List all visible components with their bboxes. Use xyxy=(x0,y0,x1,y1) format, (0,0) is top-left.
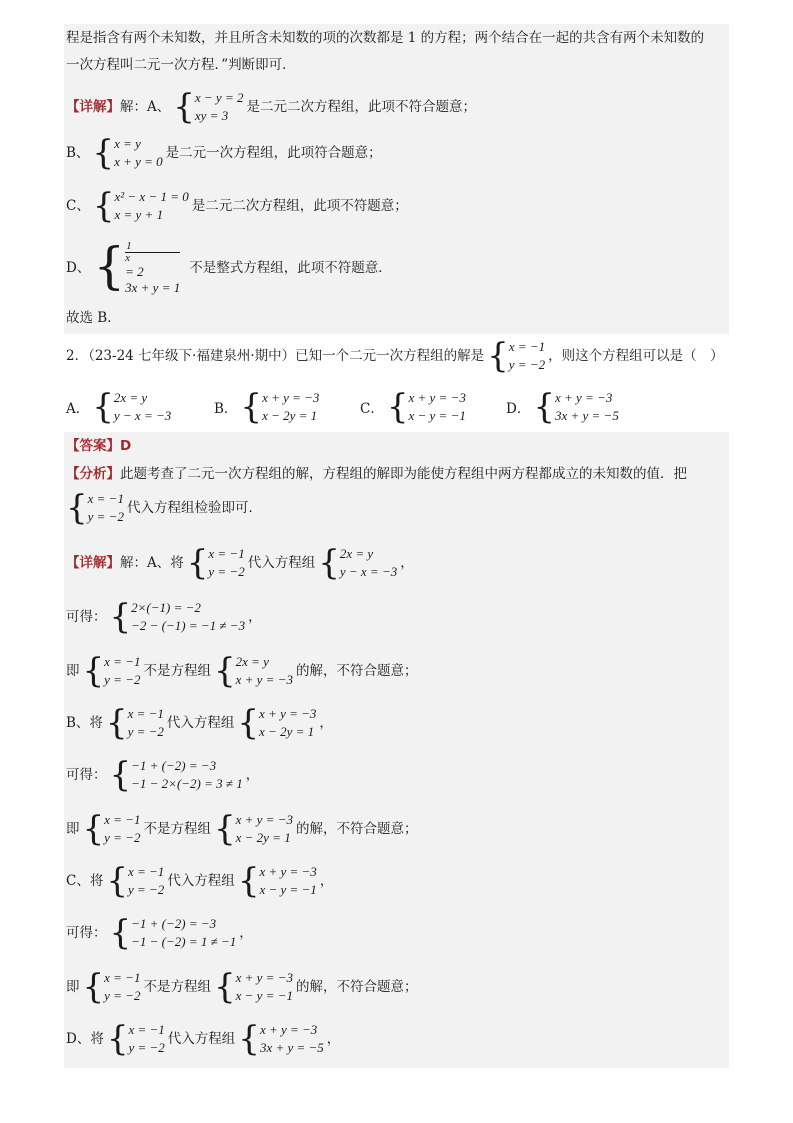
equation-system xyxy=(106,1019,165,1059)
equation-rows xyxy=(208,546,244,580)
text-span: x − y = 2 xyxy=(194,90,244,105)
text-span: 的解，不符合题意； xyxy=(295,821,418,837)
text-span: x = −1 xyxy=(127,706,164,721)
text-span: x = −1 xyxy=(208,546,245,561)
text-span: ， xyxy=(239,925,253,941)
text-span: 代入方程组 xyxy=(166,715,235,731)
detail2-a-conclusion xyxy=(66,652,729,690)
text-span: 3x + y = −5 xyxy=(554,408,619,423)
text-span: y = −2 xyxy=(87,509,124,524)
analysis-line-2 xyxy=(66,490,729,526)
equation-system xyxy=(109,755,243,795)
text-span: x − 2y = 1 xyxy=(235,830,291,845)
brace-symbol: { xyxy=(213,651,236,691)
text-span: x + y = −3 xyxy=(554,390,613,405)
equation-rows xyxy=(236,812,293,846)
text-span: 2．（23-24 七年级下·福建泉州·期中）已知一个二元一次方程组的解是 xyxy=(66,348,485,364)
text-span: 3x + y = 1 xyxy=(125,279,181,295)
text-span: −2 − (−1) = −1 ≠ −3 xyxy=(131,618,246,633)
equation-system xyxy=(186,543,245,583)
text-span: y − x = −3 xyxy=(113,408,172,423)
text-span: 不是整式方程组，此项不符题意． xyxy=(189,260,392,276)
option-b[interactable] xyxy=(214,387,340,427)
equation-rows xyxy=(104,970,140,1004)
text-span: ， xyxy=(400,555,414,571)
text-span: 代入方程组 xyxy=(167,1031,236,1047)
text-span: ， xyxy=(245,767,260,783)
brace-symbol: { xyxy=(213,809,236,849)
detail2-b-calc xyxy=(66,756,729,794)
text-span: x + y = −3 xyxy=(235,970,293,985)
conclusion xyxy=(66,308,729,328)
equation-rows xyxy=(260,1022,324,1056)
text-span: 3x + y = −5 xyxy=(259,1040,324,1055)
equation-system xyxy=(109,597,246,637)
equation-rows xyxy=(104,812,140,846)
brace-symbol: { xyxy=(106,861,128,901)
text-span: x = −1 xyxy=(104,970,141,985)
equation-rows xyxy=(195,90,244,124)
text-span: x + y = −3 xyxy=(259,706,317,721)
equation-system xyxy=(93,236,181,296)
text-span: y = −2 xyxy=(128,1040,165,1055)
detail-tag: 【详解】 xyxy=(66,99,120,115)
equation-rows xyxy=(236,654,293,688)
brace-symbol: { xyxy=(186,543,209,583)
text-span: 一次方程叫二元一次方程．”判断即可． xyxy=(66,57,296,73)
text-span: C、 xyxy=(66,198,90,214)
answer-value: D xyxy=(120,438,132,454)
text-span: −1 + (−2) = −3 xyxy=(131,916,217,931)
text-span: x − y = −1 xyxy=(235,988,293,1003)
equation-system xyxy=(240,387,320,427)
brace-symbol: { xyxy=(82,651,105,691)
detail2-b-line xyxy=(66,704,729,742)
intro-line-2 xyxy=(66,55,729,75)
equation-system xyxy=(105,703,164,743)
equation-system xyxy=(92,387,172,427)
text-span: x = −1 xyxy=(128,1022,165,1037)
text-span: x + y = −3 xyxy=(259,1022,318,1037)
equation-system xyxy=(82,967,141,1007)
equation-system xyxy=(66,488,124,528)
equation-rows xyxy=(131,600,245,634)
question-2-options xyxy=(66,389,729,425)
text-span: ， xyxy=(319,873,334,889)
text-span: y = −2 xyxy=(104,672,141,687)
text-span: ， xyxy=(248,609,262,625)
equation-rows xyxy=(236,970,293,1004)
equation-rows xyxy=(114,390,171,424)
text-span: B． xyxy=(214,401,238,417)
equation-rows xyxy=(128,706,164,740)
equation-rows xyxy=(259,864,316,898)
text-span: 程是指含有两个未知数，并且所含未知数的项的次数都是 1 的方程；两个结合在一起的共含有两个未知数的 xyxy=(66,30,705,46)
analysis-line xyxy=(66,464,729,484)
brace-symbol: { xyxy=(487,336,509,376)
text-span: y = −2 xyxy=(104,830,141,845)
text-span: 即 xyxy=(66,821,80,837)
equation-rows xyxy=(131,758,243,792)
text-span: xy = 3 xyxy=(194,108,229,123)
text-span: x = −1 xyxy=(104,654,141,669)
equation-system xyxy=(213,651,293,691)
text-span: ， xyxy=(326,1031,341,1047)
brace-symbol: { xyxy=(173,87,195,127)
text-span: 是二元二次方程组，此项不符题意； xyxy=(191,198,408,214)
text-span: 即 xyxy=(66,663,80,679)
text-span: x + y = −3 xyxy=(259,864,317,879)
brace-symbol: { xyxy=(82,809,105,849)
text-span: 2x = y xyxy=(339,546,374,561)
detail2-c-conclusion xyxy=(66,968,729,1006)
text-span: x xyxy=(125,251,131,264)
text-span: x = −1 xyxy=(127,864,165,879)
text-span: 代入方程组检验即可． xyxy=(126,500,262,516)
text-span: x = y + 1 xyxy=(114,207,164,222)
equation-system xyxy=(92,133,163,173)
text-span: x + y = −3 xyxy=(235,812,293,827)
brace-symbol: { xyxy=(93,236,126,295)
text-span: 2x = y xyxy=(113,390,148,405)
text-span: 代入方程组 xyxy=(247,555,316,571)
equation-system xyxy=(92,186,189,226)
option-a[interactable] xyxy=(66,387,194,427)
equation-rows xyxy=(555,390,619,424)
detail-d-line xyxy=(66,236,729,295)
brace-symbol: { xyxy=(386,387,409,427)
equation-rows xyxy=(408,390,465,424)
text-span: x − y = −1 xyxy=(408,408,466,423)
text-span: 代入方程组 xyxy=(167,873,235,889)
text-span: D． xyxy=(506,401,531,417)
equation-rows xyxy=(104,654,140,688)
text-span: 的解，不符合题意； xyxy=(295,979,418,995)
text-span: x − y = −1 xyxy=(259,882,317,897)
text-span: 2x = y xyxy=(235,654,269,669)
detail2-a-calc xyxy=(66,598,729,636)
equation-system xyxy=(386,387,466,427)
text-span xyxy=(125,241,180,264)
brace-symbol: { xyxy=(92,133,115,173)
text-span: 不是方程组 xyxy=(143,979,211,995)
text-span: y = −2 xyxy=(508,357,546,372)
detail2-b-conclusion xyxy=(66,810,729,848)
text-span: y = −2 xyxy=(127,882,165,897)
brace-symbol: { xyxy=(66,488,88,528)
brace-symbol: { xyxy=(109,755,132,795)
text-span: y = −2 xyxy=(208,564,245,579)
brace-symbol: { xyxy=(82,967,105,1007)
equation-rows xyxy=(259,706,316,740)
equation-system xyxy=(109,913,237,953)
equation-rows xyxy=(88,491,124,525)
equation-rows xyxy=(262,390,319,424)
answer-line xyxy=(66,436,729,456)
brace-symbol: { xyxy=(213,967,236,1007)
detail2-d-line xyxy=(66,1020,729,1058)
equation-system xyxy=(533,387,619,427)
text-span: x = −1 xyxy=(87,491,124,506)
text-span: 2×(−1) = −2 xyxy=(131,600,201,615)
text-span: 可得： xyxy=(66,925,107,941)
equation-system xyxy=(487,336,546,376)
text-span: 可得： xyxy=(66,767,107,783)
text-span: x = −1 xyxy=(104,812,141,827)
text-span: 的解，不符合题意； xyxy=(295,663,418,679)
text-span: 不是方程组 xyxy=(143,821,211,837)
text-span: C、将 xyxy=(66,873,104,889)
text-span: 解：A、将 xyxy=(120,555,184,571)
equation-system xyxy=(213,967,293,1007)
option-c[interactable] xyxy=(360,387,486,427)
text-span: 可得： xyxy=(66,609,107,625)
detail-b-line xyxy=(66,133,729,173)
equation-system xyxy=(237,861,317,901)
equation-rows xyxy=(125,241,180,296)
brace-symbol: { xyxy=(318,543,340,583)
brace-symbol: { xyxy=(106,1019,129,1059)
equation-rows xyxy=(131,916,236,950)
text-span: 不是方程组 xyxy=(143,663,211,679)
detail-c-line xyxy=(66,188,729,224)
brace-symbol: { xyxy=(92,387,114,427)
text-span: 即 xyxy=(66,979,80,995)
brace-symbol: { xyxy=(109,913,132,953)
text-span: x + y = −3 xyxy=(408,390,466,405)
text-span: x + y = −3 xyxy=(262,390,320,405)
equation-rows xyxy=(114,136,163,170)
text-span: 1 xyxy=(125,241,180,253)
text-span: 此题考查了二元一次方程组的解，方程组的解即为能使方程组中两方程都成立的未知数的值．把 xyxy=(120,466,687,482)
brace-symbol: { xyxy=(237,861,260,901)
text-span: D、将 xyxy=(66,1031,104,1047)
brace-symbol: { xyxy=(237,703,260,743)
equation-system xyxy=(238,1019,324,1059)
text-span: x − 2y = 1 xyxy=(259,724,315,739)
detail2-a-line xyxy=(66,544,729,582)
text-span: 故选 B． xyxy=(66,310,121,326)
text-span: x + y = −3 xyxy=(235,672,293,687)
text-span xyxy=(125,241,180,280)
text-span: A． xyxy=(66,401,90,417)
text-span: 是二元一次方程组，此项符合题意； xyxy=(165,145,382,161)
brace-symbol: { xyxy=(240,387,263,427)
brace-symbol: { xyxy=(105,703,128,743)
text-span: B、 xyxy=(66,145,90,161)
text-span: x = −1 xyxy=(508,339,546,354)
text-span: ， xyxy=(319,715,333,731)
equation-system xyxy=(82,809,141,849)
intro-line-1 xyxy=(66,28,729,48)
equation-system xyxy=(173,87,244,127)
equation-system xyxy=(106,861,165,901)
option-d[interactable] xyxy=(506,387,622,427)
question-2-stem xyxy=(66,338,729,374)
detail-tag: 【详解】 xyxy=(66,555,120,571)
equation-system xyxy=(318,543,398,583)
equation-system xyxy=(82,651,141,691)
text-span: = 2 xyxy=(125,263,144,279)
text-span: y = −2 xyxy=(127,724,164,739)
equation-rows xyxy=(128,864,164,898)
text-span: ，则这个方程组可以是（ ） xyxy=(548,348,724,364)
text-span: x² − x − 1 = 0 xyxy=(114,189,189,204)
detail2-c-calc xyxy=(66,914,729,952)
equation-system xyxy=(237,703,317,743)
text-span: 是二元二次方程组，此项不符合题意； xyxy=(246,99,476,115)
text-span: −1 − (−2) = 1 ≠ −1 xyxy=(131,934,237,949)
equation-rows xyxy=(509,339,545,373)
text-span: −1 + (−2) = −3 xyxy=(131,758,217,773)
brace-symbol: { xyxy=(533,387,555,427)
text-span: x = y xyxy=(114,136,141,151)
text-span: −1 − 2×(−2) = 3 ≠ 1 xyxy=(131,776,243,791)
detail2-c-line xyxy=(66,862,729,900)
brace-symbol: { xyxy=(109,597,132,637)
text-span: y − x = −3 xyxy=(339,564,398,579)
text-span: D、 xyxy=(66,260,91,276)
text-span: C． xyxy=(360,401,384,417)
text-span: 解：A、 xyxy=(120,99,171,115)
analysis-tag: 【分析】 xyxy=(66,466,120,482)
text-span: x + y = 0 xyxy=(114,154,163,169)
detail-a-line xyxy=(66,87,729,127)
text-span: B、将 xyxy=(66,715,103,731)
brace-symbol: { xyxy=(238,1019,260,1059)
answer-tag: 【答案】 xyxy=(66,438,120,454)
brace-symbol: { xyxy=(92,186,115,226)
equation-rows xyxy=(128,1022,164,1056)
text-span: y = −2 xyxy=(104,988,141,1003)
equation-system xyxy=(213,809,293,849)
equation-rows xyxy=(340,546,397,580)
text-span: x − 2y = 1 xyxy=(262,408,318,423)
equation-rows xyxy=(114,189,188,223)
